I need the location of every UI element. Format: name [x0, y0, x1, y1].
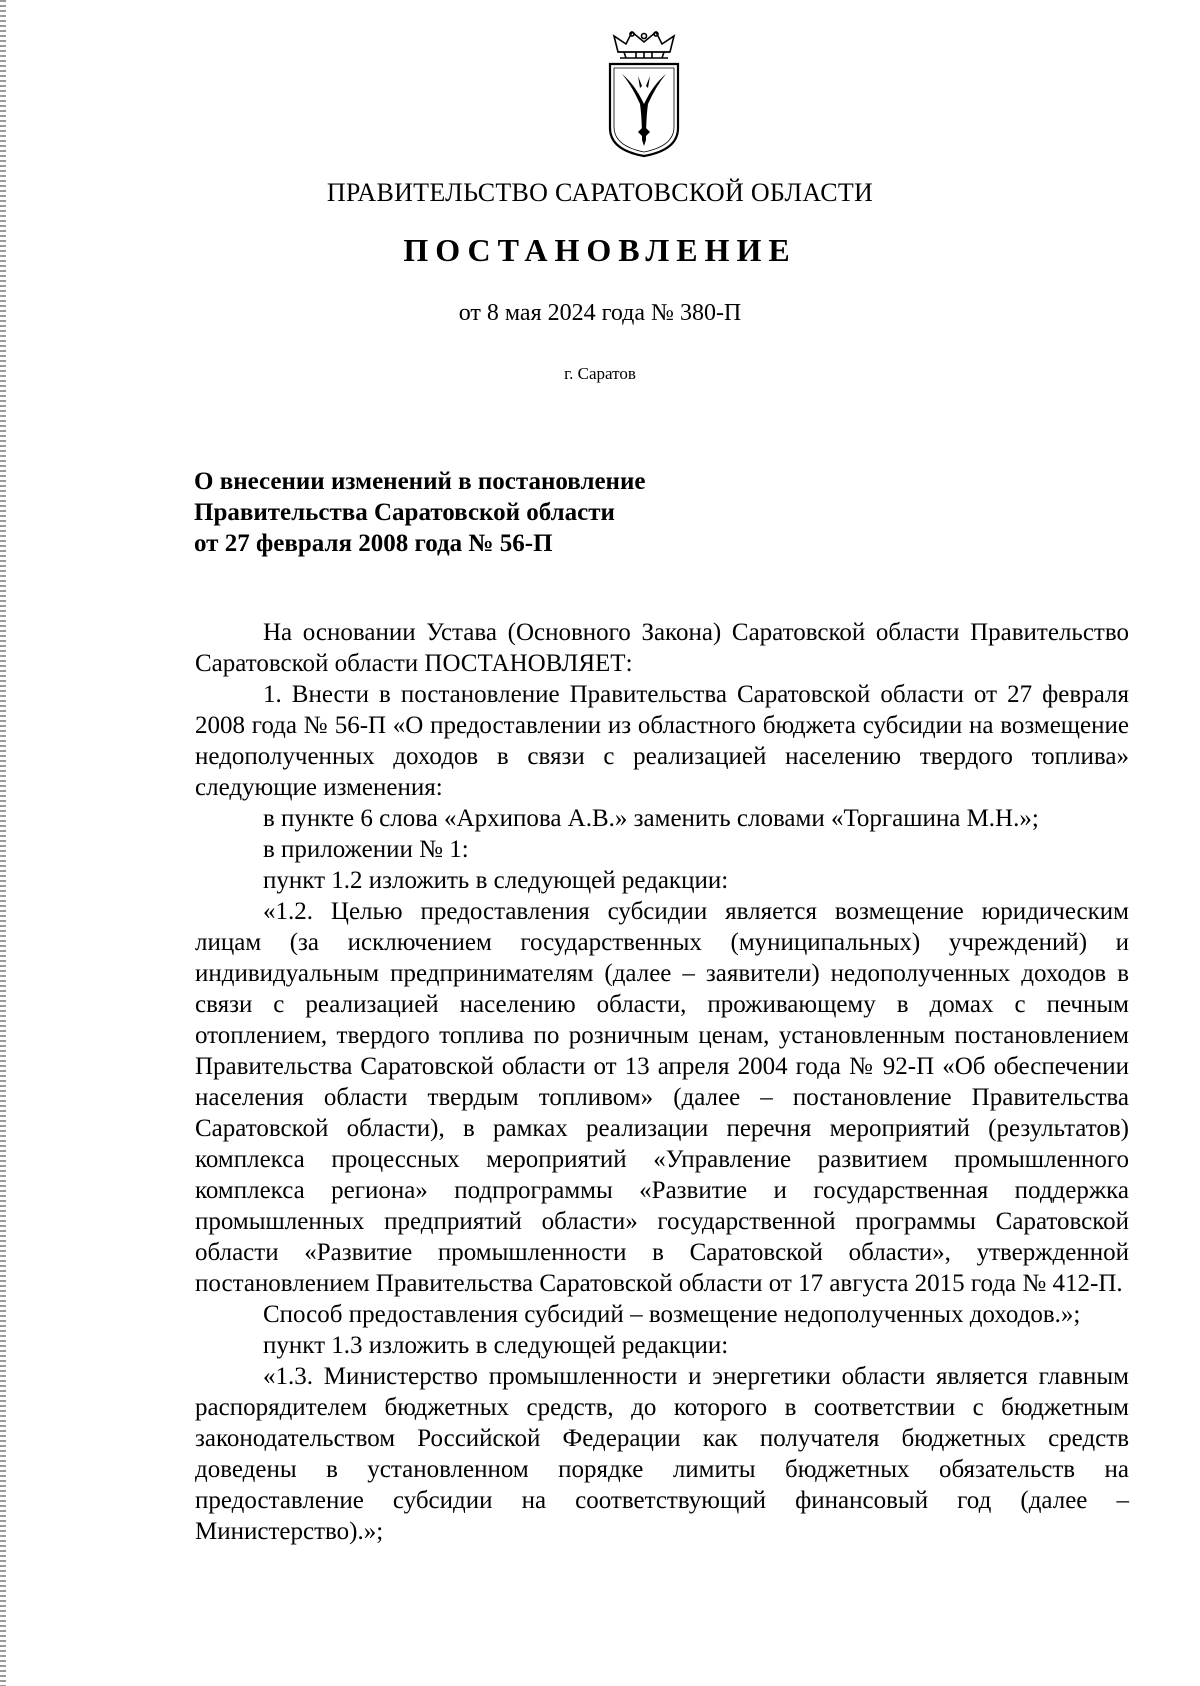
- body-paragraph: 1. Внести в постановление Правительства Саратовской области от 27 февраля 2008 года № 56-П «О предоставлении из областного бюджета субсидии на возмещение недополученных доходов в связи с реализацией населению твердого топлива» следующие изменения:: [195, 681, 1129, 801]
- body-paragraph: На основании Устава (Основного Закона) Саратовской области Правительство Саратовской области ПОСТАНОВЛЯЕТ:: [195, 619, 1129, 677]
- document-type: ПОСТАНОВЛЕНИЕ: [403, 232, 797, 268]
- body-paragraph: «1.3. Министерство промышленности и энергетики области является главным распорядителем бюджетных средств, до которого в соответствии с бюджетным законодательством Российской Федерации как получателя бюджетных средств доведены в установленном порядке лимиты бюджетных обязательств на предоставление субсидии на соответствующий финансовый год (далее – Министерство).»;: [195, 1363, 1129, 1545]
- subject-line: от 27 февраля 2008 года № 56-П: [194, 530, 553, 557]
- document-body: [195, 617, 1129, 1547]
- document-subject: [194, 466, 894, 559]
- subject-line: О внесении изменений в постановление: [194, 468, 646, 495]
- body-paragraph: пункт 1.2 изложить в следующей редакции:: [263, 867, 729, 894]
- coat-of-arms-icon: [598, 28, 690, 158]
- document-city: г. Саратов: [564, 364, 636, 383]
- body-paragraph: пункт 1.3 изложить в следующей редакции:: [263, 1332, 729, 1359]
- body-paragraph: в пункте 6 слова «Архипова А.В.» заменить словами «Торгашина М.Н.»;: [263, 805, 1039, 832]
- body-paragraph: Способ предоставления субсидий – возмещение недополученных доходов.»;: [263, 1301, 1081, 1328]
- subject-line: Правительства Саратовской области: [194, 499, 615, 526]
- body-paragraph: «1.2. Целью предоставления субсидии является возмещение юридическим лицам (за исключением государственных (муниципальных) учреждений) и индивидуальным предпринимателям (далее – заявители) недополученных доходов в связи с реализацией населению области, проживающему в домах с печным отоплением, твердого топлива по розничным ценам, установленным постановлением Правительства Саратовской области от 13 апреля 2004 года № 92-П «Об обеспечении населения области твердым топливом» (далее – постановление Правительства Саратовской области), в рамках реализации перечня мероприятий (результатов) комплекса процессных мероприятий «Управление развитием промышленного комплекса региона» подпрограммы «Развитие и государственная поддержка промышленных предприятий области» государственной программы Саратовской области «Развитие промышленности в Саратовской области», утвержденной постановлением Правительства Саратовской области от 17 августа 2015 года № 412-П.: [195, 898, 1129, 1297]
- government-title: ПРАВИТЕЛЬСТВО САРАТОВСКОЙ ОБЛАСТИ: [326, 178, 874, 207]
- document-date-number: от 8 мая 2024 года № 380-П: [458, 300, 742, 326]
- body-paragraph: в приложении № 1:: [263, 836, 469, 863]
